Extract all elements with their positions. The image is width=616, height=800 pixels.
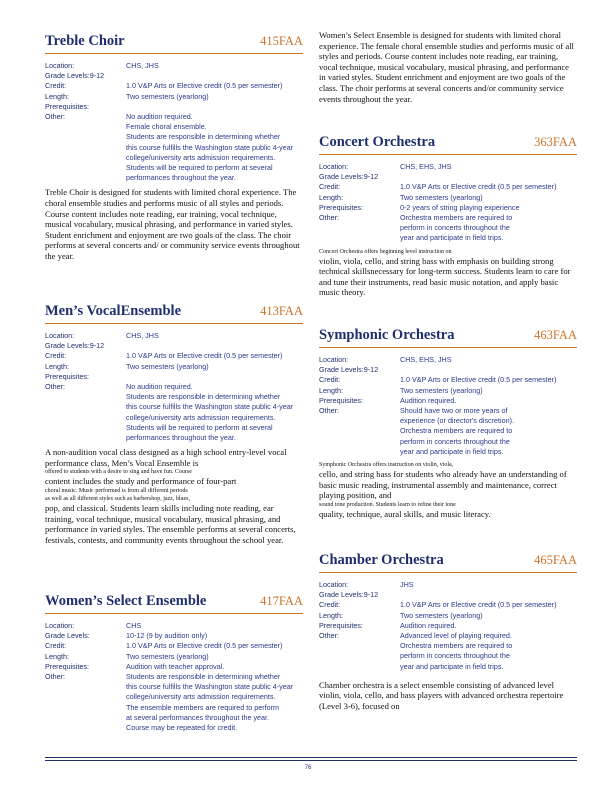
value-other: Should have two or more years of experience (or director's discretion). Orchestra members are required to perform in concerts throughout the year and participate in field trips. [400, 406, 515, 456]
course-details [319, 162, 577, 244]
course-treble-choir [45, 33, 303, 262]
label-grade-levels: Grade Levels: [45, 631, 90, 641]
value-grade-levels: 10-12 (9 by audition only) [126, 631, 208, 641]
label-credit: Credit: [319, 600, 341, 610]
label-length: Length: [319, 610, 343, 620]
course-title: Concert Orchestra [319, 134, 436, 150]
course-header [45, 33, 303, 54]
course-description: A non-audition vocal class designed as a high school entry-level vocal performance class, Men’s Vocal Ensemble is offered to students with a desire to sing and have fun. Course content includes the study and performance of four-part choral music. Music performed is from all different periods as well as all different styles such as barbershop, jazz, blues, pop, and classical. Students learn skills including note reading, ear training, vocal technique, musical vocabulary, musical phrasing, and performance in varied styles. The ensemble performs at several concerts, festivals, contests, and community events throughout the school year. [45, 447, 296, 545]
value-other: No audition required. Students are responsible in determining whether this course fulfills the Washington state public 4-year college/university arts admission requirements. Students will be required to perform at several performances throughout the year. [126, 382, 294, 443]
course-header [319, 327, 577, 348]
label-prerequisites: Prerequisites: [45, 371, 89, 381]
course-header [319, 134, 577, 155]
value-other: No audition required. Female choral ensemble. Students are responsible in determining whether this course fulfills the Washington state public 4-year college/university arts admission requirements. Students will be required to perform at several performances throughout the year. [126, 112, 294, 183]
label-prerequisites: Prerequisites: [319, 620, 363, 630]
label-length: Length: [45, 651, 69, 661]
course-code: 463FAA [534, 328, 577, 342]
value-location: JHS [400, 580, 414, 589]
value-prerequisites: Audition with teacher approval. [126, 661, 225, 671]
label-other: Other: [45, 672, 65, 682]
value-location: CHS, JHS [126, 61, 159, 70]
course-details [45, 331, 303, 443]
label-credit: Credit: [45, 81, 67, 91]
label-length: Length: [319, 385, 343, 395]
label-grade-levels: Grade Levels:9-12 [319, 590, 379, 600]
label-location: Location: [45, 331, 75, 340]
value-prerequisites [126, 102, 303, 112]
course-header [319, 552, 577, 573]
label-prerequisites: Prerequisites: [319, 202, 363, 212]
label-prerequisites: Prerequisites: [45, 101, 89, 111]
course-description: Treble Choir is designed for students with limited choral experience. The choral ensemble studies and performs music of all styles and periods. Course content includes note reading, ear training, vocal technique, musical vocabulary, musical phrasing, and performance in varied styles. Student enrichment and enjoyment are two goals of the class. The choir performs at several concerts and/ or community service events throughout the year. [45, 187, 300, 261]
course-title: Treble Choir [45, 33, 125, 49]
label-credit: Credit: [45, 641, 67, 651]
course-description: Concert Orchestra offers beginning level instruction on violin, viola, cello, and string bass with emphasis on building strong technical skillsnecessary for long-term success. Students learn to care for and tune their instruments, read basic music notation, and apply basic music theory. [319, 248, 571, 298]
course-title: Men’s VocalEnsemble [45, 303, 182, 319]
course-code: 415FAA [260, 34, 303, 48]
course-header [45, 593, 303, 614]
value-credit: 1.0 V&P Arts or Elective credit (0.5 per semester) [126, 81, 283, 91]
label-prerequisites: Prerequisites: [319, 395, 363, 405]
value-location: CHS, EHS, JHS [400, 355, 452, 364]
course-details [319, 580, 577, 672]
label-grade-levels: Grade Levels:9-12 [319, 172, 379, 182]
label-location: Location: [319, 355, 349, 364]
course-symphonic-orchestra [319, 327, 577, 519]
value-length: Two semesters (yearlong) [400, 385, 483, 395]
label-grade-levels: Grade Levels:9-12 [319, 365, 379, 375]
value-credit: 1.0 V&P Arts or Elective credit (0.5 per semester) [400, 375, 557, 385]
value-credit: 1.0 V&P Arts or Elective credit (0.5 per semester) [126, 351, 283, 361]
label-other: Other: [319, 213, 339, 223]
course-description: Symphonic Orchestra offers instruction on violin, viola, cello, and string bass for students who already have an understanding of basic music reading, instrumental assembly and maintenance, correct playing position, and sound tone production. Students learn to refine their tone quality, technique, aural skills, and music literacy. [319, 462, 567, 519]
label-location: Location: [319, 162, 349, 171]
label-prerequisites: Prerequisites: [45, 661, 89, 671]
course-code: 413FAA [260, 304, 303, 318]
label-location: Location: [45, 61, 75, 70]
footer-rule [45, 757, 577, 758]
label-grade-levels: Grade Levels:9-12 [45, 341, 105, 351]
value-other: Advanced level of playing required. Orchestra members are required to perform in concerts throughout the year and participate in field trips. [400, 631, 513, 671]
course-description: Chamber orchestra is a select ensemble consisting of advanced level violin, viola, cello, and bass players with advanced orchestra repertoire (Level 3-6), focused on [319, 679, 564, 712]
value-length: Two semesters (yearlong) [400, 610, 483, 620]
course-title: Chamber Orchestra [319, 552, 444, 568]
value-length: Two semesters (yearlong) [126, 651, 209, 661]
label-other: Other: [319, 631, 339, 641]
course-womens-select-ensemble [45, 593, 303, 733]
value-credit: 1.0 V&P Arts or Elective credit (0.5 per semester) [400, 182, 557, 192]
course-header [45, 303, 303, 324]
page-number: 76 [304, 765, 312, 771]
label-location: Location: [45, 621, 75, 630]
label-credit: Credit: [45, 351, 67, 361]
label-grade-levels: Grade Levels:9-12 [45, 71, 105, 81]
label-credit: Credit: [319, 375, 341, 385]
value-other: Students are responsible in determining whether this course fulfills the Washington state public 4-year college/university arts admission requirements. The ensemble members are required to perform at several performances throughout the year. Course may be repeated for credit. [126, 672, 294, 733]
womens-select-description: Women’s Select Ensemble is designed for students with limited choral experience. The female choral ensemble studies and performs music of all styles and periods. Course content includes note reading, ear training, vocal technique, musical vocabulary, musical phrasing, and performance in varied styles. Student enrichment and enjoyment are two goals of the class. The choir performs at several concerts and/or community service events throughout the year. [319, 30, 574, 104]
label-location: Location: [319, 580, 349, 589]
value-prerequisites: Audition required. [400, 395, 457, 405]
course-details [319, 355, 577, 457]
value-length: Two semesters (yearlong) [126, 361, 209, 371]
course-code: 465FAA [534, 553, 577, 567]
course-details [45, 621, 303, 733]
label-other: Other: [45, 382, 65, 392]
label-length: Length: [45, 91, 69, 101]
value-prerequisites [126, 372, 303, 382]
label-other: Other: [45, 112, 65, 122]
course-title: Women’s Select Ensemble [45, 593, 207, 609]
value-other: Orchestra members are required to perform in concerts throughout the year and participate in field trips. [400, 213, 513, 243]
value-location: CHS [126, 621, 142, 630]
course-code: 363FAA [534, 135, 577, 149]
value-length: Two semesters (yearlong) [126, 91, 209, 101]
label-length: Length: [45, 361, 69, 371]
label-length: Length: [319, 192, 343, 202]
value-prerequisites: Audition required. [400, 620, 457, 630]
value-location: CHS, EHS, JHS [400, 162, 452, 171]
course-code: 417FAA [260, 594, 303, 608]
course-chamber-orchestra [319, 552, 577, 712]
label-other: Other: [319, 406, 339, 416]
value-credit: 1.0 V&P Arts or Elective credit (0.5 per semester) [400, 600, 557, 610]
course-concert-orchestra [319, 134, 577, 298]
course-details [45, 61, 303, 183]
value-prerequisites: 0-2 years of string playing experience [400, 202, 520, 212]
course-mens-vocal-ensemble [45, 303, 303, 545]
value-location: CHS, JHS [126, 331, 159, 340]
value-credit: 1.0 V&P Arts or Elective credit (0.5 per semester) [126, 641, 283, 651]
label-credit: Credit: [319, 182, 341, 192]
value-length: Two semesters (yearlong) [400, 192, 483, 202]
course-title: Symphonic Orchestra [319, 327, 455, 343]
